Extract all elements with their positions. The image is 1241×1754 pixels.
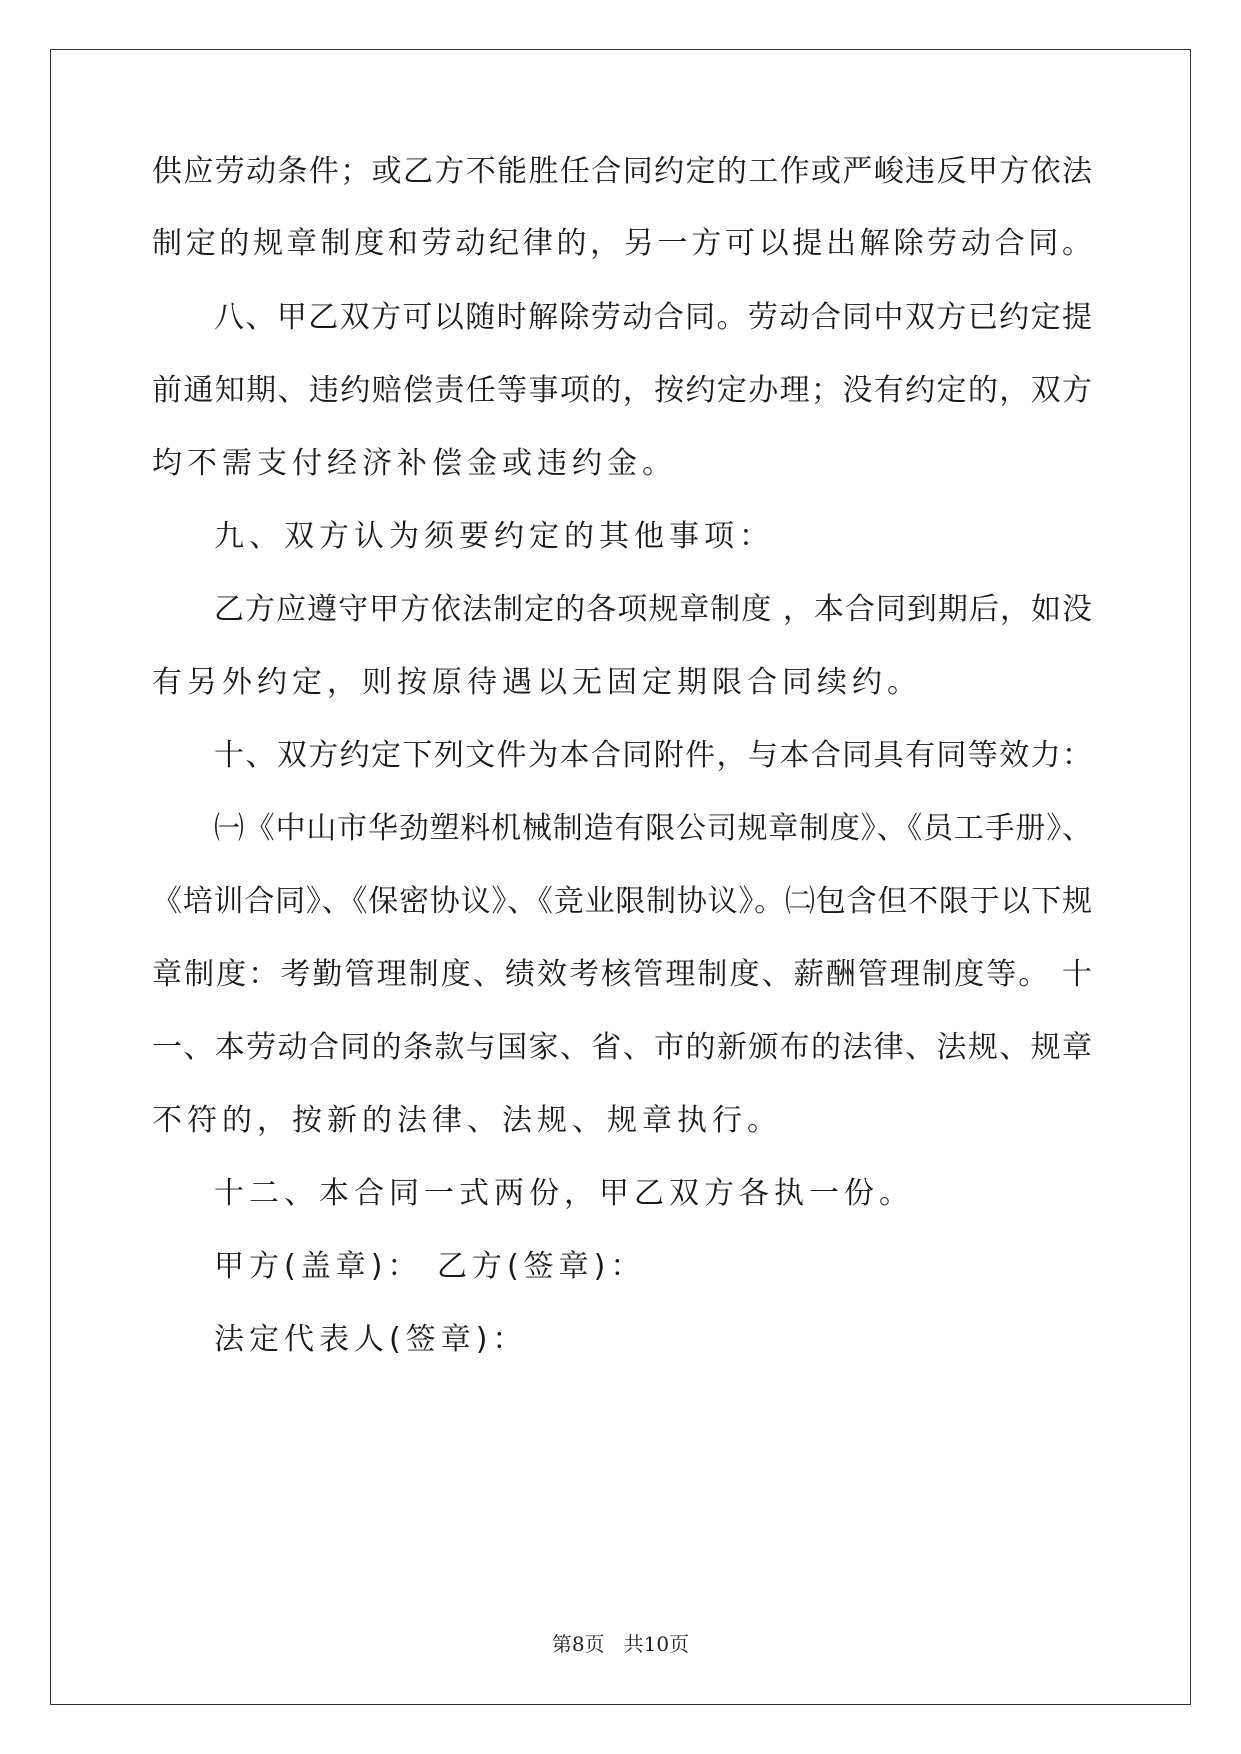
body-line-1: 供应劳动条件；或乙方不能胜任合同约定的工作或严峻违反甲方依法	[152, 154, 1092, 189]
body-line-10: ㈠《中山市华劲塑料机械制造有限公司规章制度》、《员工手册》、	[214, 811, 1092, 846]
body-line-6: 九、双方认为须要约定的其他事项：	[214, 519, 774, 554]
body-line-3: 八、甲乙双方可以随时解除劳动合同。劳动合同中双方已约定提	[214, 300, 1092, 335]
body-line-14: 不符的，按新的法律、法规、规章执行。	[152, 1103, 782, 1138]
page-number: 第8页 共10页	[551, 1632, 690, 1656]
body-line-7: 乙方应遵守甲方依法制定的各项规章制度 ，本合同到期后，如没	[214, 592, 1092, 627]
body-line-11: 《培训合同》、《保密协议》、《竞业限制协议》。㈡包含但不限于以下规	[152, 884, 1092, 919]
body-line-5: 均不需支付经济补偿金或违约金。	[152, 446, 677, 481]
body-line-15: 十二、本合同一式两份，甲乙双方各执一份。	[214, 1176, 914, 1211]
body-line-12: 章制度：考勤管理制度、绩效考核管理制度、薪酬管理制度等。 十	[152, 957, 1092, 992]
body-line-2: 制定的规章制度和劳动纪律的，另一方可以提出解除劳动合同。	[152, 226, 1092, 261]
body-line-9: 十、双方约定下列文件为本合同附件，与本合同具有同等效力：	[214, 738, 1092, 773]
body-line-13: 一、本劳动合同的条款与国家、省、市的新颁布的法律、法规、规章	[152, 1030, 1092, 1065]
body-line-8: 有另外约定，则按原待遇以无固定期限合同续约。	[152, 665, 922, 700]
body-line-4: 前通知期、违约赔偿责任等事项的，按约定办理；没有约定的，双方	[152, 373, 1092, 408]
signature-line-legal-rep: 法定代表人(签章)：	[214, 1322, 528, 1357]
signature-line-parties: 甲方(盖章)： 乙方(签章)：	[214, 1249, 646, 1284]
